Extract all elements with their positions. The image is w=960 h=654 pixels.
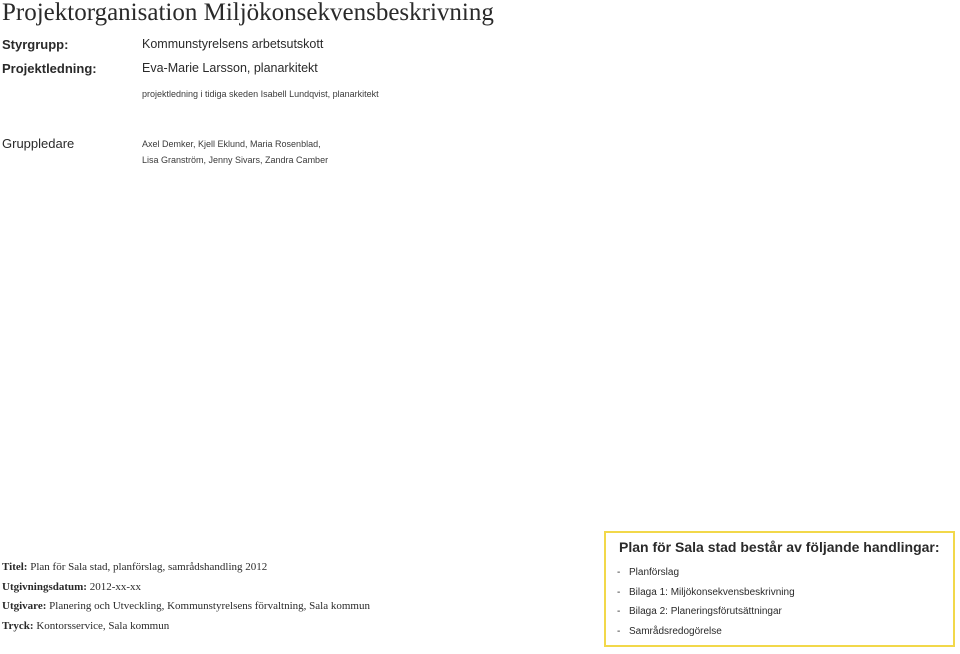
credits-utgivningsdatum	[2, 578, 370, 598]
credits-utgivare	[2, 597, 370, 617]
projektledning-note: projektledning i tidiga skeden Isabell Lundqvist, planarkitekt	[142, 89, 379, 99]
page-title: Projektorganisation Miljökonsekvensbeskrivning	[2, 0, 494, 26]
documents-item-label: Planförslag	[629, 567, 680, 578]
documents-box	[604, 531, 955, 647]
list-dash: -	[617, 567, 621, 578]
documents-list-item	[617, 622, 795, 642]
credits-utgivare-value: Planering och Utveckling, Kommunstyrelsens förvaltning, Sala kommun	[46, 600, 370, 612]
list-dash: -	[617, 625, 621, 637]
styrgrupp-label: Styrgrupp:	[2, 37, 69, 52]
documents-list-item	[617, 563, 795, 583]
credits-tryck	[2, 617, 370, 637]
gruppledare-label: Gruppledare	[2, 136, 75, 151]
documents-list-item	[617, 583, 795, 603]
list-dash: -	[617, 586, 621, 598]
documents-list-item	[617, 602, 795, 622]
credits-titel	[2, 558, 370, 578]
credits-block	[2, 558, 370, 636]
documents-item-label: Bilaga 2: Planeringsförutsättningar	[629, 606, 782, 617]
projektledning-value: Eva-Marie Larsson, planarkitekt	[142, 61, 318, 75]
credits-tryck-value: Kontorsservice, Sala kommun	[33, 619, 170, 632]
credits-utgivningsdatum-value: 2012-xx-xx	[86, 580, 142, 593]
credits-utgivare-key: Utgivare:	[2, 600, 47, 612]
gruppledare-members-line2: Lisa Granström, Jenny Sivars, Zandra Camber	[142, 155, 329, 165]
credits-tryck-key: Tryck:	[2, 619, 34, 632]
gruppledare-members-line1: Axel Demker, Kjell Eklund, Maria Rosenblad,	[142, 139, 321, 149]
styrgrupp-value: Kommunstyrelsens arbetsutskott	[142, 37, 324, 51]
documents-list	[617, 563, 795, 641]
credits-utgivningsdatum-key: Utgivningsdatum:	[2, 580, 87, 593]
list-dash: -	[617, 606, 621, 617]
documents-box-heading: Plan för Sala stad består av följande handlingar:	[619, 539, 940, 555]
credits-titel-value: Plan för Sala stad, planförslag, samrådshandling 2012	[27, 561, 268, 573]
credits-titel-key: Titel:	[2, 561, 28, 573]
projektledning-label: Projektledning:	[2, 61, 97, 76]
documents-item-label: Samrådsredogörelse	[629, 625, 722, 637]
documents-item-label: Bilaga 1: Miljökonsekvensbeskrivning	[629, 586, 795, 598]
